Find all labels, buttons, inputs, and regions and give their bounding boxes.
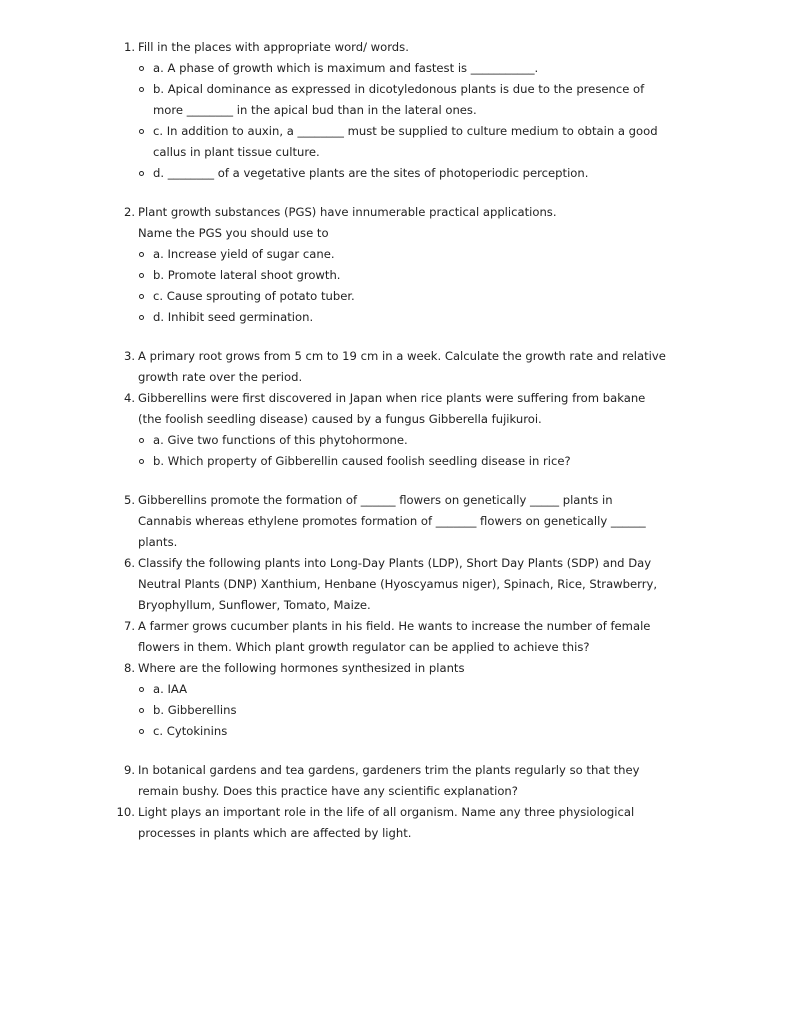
sub-question: c. Cytokinins	[138, 721, 668, 742]
circle-bullet-icon	[139, 252, 144, 257]
question-text: Light plays an important role in the life of all organism. Name any three physiological processes in plants which are affected by light.	[138, 805, 635, 840]
question-4	[0, 388, 668, 472]
question-7	[0, 616, 668, 658]
question-text: A farmer grows cucumber plants in his field. He wants to increase the number of female flowers in them. Which plant growth regulator can be applied to achieve this?	[138, 619, 651, 654]
sub-question-list	[138, 679, 668, 742]
sub-question-list	[138, 244, 668, 328]
question-9	[0, 760, 668, 802]
question-number: 7.	[123, 619, 135, 633]
question-text: Fill in the places with appropriate word/ words.	[138, 40, 409, 54]
circle-bullet-icon	[139, 129, 144, 134]
sub-question: a. Increase yield of sugar cane.	[138, 244, 668, 265]
worksheet	[0, 37, 791, 844]
circle-bullet-icon	[139, 315, 144, 320]
sub-question-list	[138, 430, 668, 472]
question-3	[0, 346, 668, 388]
circle-bullet-icon	[139, 273, 144, 278]
question-number: 5.	[123, 493, 135, 507]
question-6	[0, 553, 668, 616]
sub-question: b. Apical dominance as expressed in dicotyledonous plants is due to the presence of more ________ in the apical bud than in the lateral ones.	[138, 79, 668, 121]
sub-question: b. Gibberellins	[138, 700, 668, 721]
sub-question: d. Inhibit seed germination.	[138, 307, 668, 328]
sub-question: b. Which property of Gibberellin caused foolish seedling disease in rice?	[138, 451, 668, 472]
sub-question: b. Promote lateral shoot growth.	[138, 265, 668, 286]
sub-question: a. A phase of growth which is maximum and fastest is ___________.	[138, 58, 668, 79]
circle-bullet-icon	[139, 171, 144, 176]
question-10	[0, 802, 668, 844]
sub-question: a. IAA	[138, 679, 668, 700]
question-5	[0, 490, 668, 553]
circle-bullet-icon	[139, 438, 144, 443]
question-8	[0, 658, 668, 742]
question-2	[0, 202, 668, 328]
spacer	[0, 742, 791, 760]
circle-bullet-icon	[139, 66, 144, 71]
question-number: 4.	[123, 391, 135, 405]
question-number: 8.	[123, 661, 135, 675]
question-number: 3.	[123, 349, 135, 363]
question-1	[0, 37, 668, 184]
question-text-continued: Name the PGS you should use to	[138, 226, 329, 240]
question-text: Gibberellins promote the formation of ______ flowers on genetically _____ plants in Cannabis whereas ethylene promotes formation of _______ flowers on genetically ______ plants.	[138, 493, 646, 549]
circle-bullet-icon	[139, 459, 144, 464]
circle-bullet-icon	[139, 708, 144, 713]
question-text: Classify the following plants into Long-Day Plants (LDP), Short Day Plants (SDP) and Day Neutral Plants (DNP) Xanthium, Henbane (Hyoscyamus niger), Spinach, Rice, Strawberry, Bryophyllum, Sunflower, Tomato, Maize.	[138, 556, 658, 612]
question-text: A primary root grows from 5 cm to 19 cm in a week. Calculate the growth rate and relative growth rate over the period.	[138, 349, 666, 384]
sub-question: a. Give two functions of this phytohormone.	[138, 430, 668, 451]
spacer	[0, 472, 791, 490]
sub-question: d. ________ of a vegetative plants are the sites of photoperiodic perception.	[138, 163, 668, 184]
question-number: 9.	[123, 763, 135, 777]
question-text: In botanical gardens and tea gardens, gardeners trim the plants regularly so that they remain bushy. Does this practice have any scientific explanation?	[138, 763, 640, 798]
circle-bullet-icon	[139, 294, 144, 299]
circle-bullet-icon	[139, 729, 144, 734]
question-number: 10.	[116, 805, 135, 819]
question-number: 2.	[123, 205, 135, 219]
question-number: 6.	[123, 556, 135, 570]
spacer	[0, 184, 791, 202]
spacer	[0, 328, 791, 346]
circle-bullet-icon	[139, 87, 144, 92]
question-text: Plant growth substances (PGS) have innumerable practical applications.	[138, 205, 557, 219]
circle-bullet-icon	[139, 687, 144, 692]
sub-question: c. In addition to auxin, a ________ must be supplied to culture medium to obtain a good callus in plant tissue culture.	[138, 121, 668, 163]
sub-question: c. Cause sprouting of potato tuber.	[138, 286, 668, 307]
question-text: Gibberellins were first discovered in Japan when rice plants were suffering from bakane (the foolish seedling disease) caused by a fungus Gibberella fujikuroi.	[138, 391, 646, 426]
question-text: Where are the following hormones synthesized in plants	[138, 661, 465, 675]
question-number: 1.	[123, 40, 135, 54]
sub-question-list	[138, 58, 668, 184]
